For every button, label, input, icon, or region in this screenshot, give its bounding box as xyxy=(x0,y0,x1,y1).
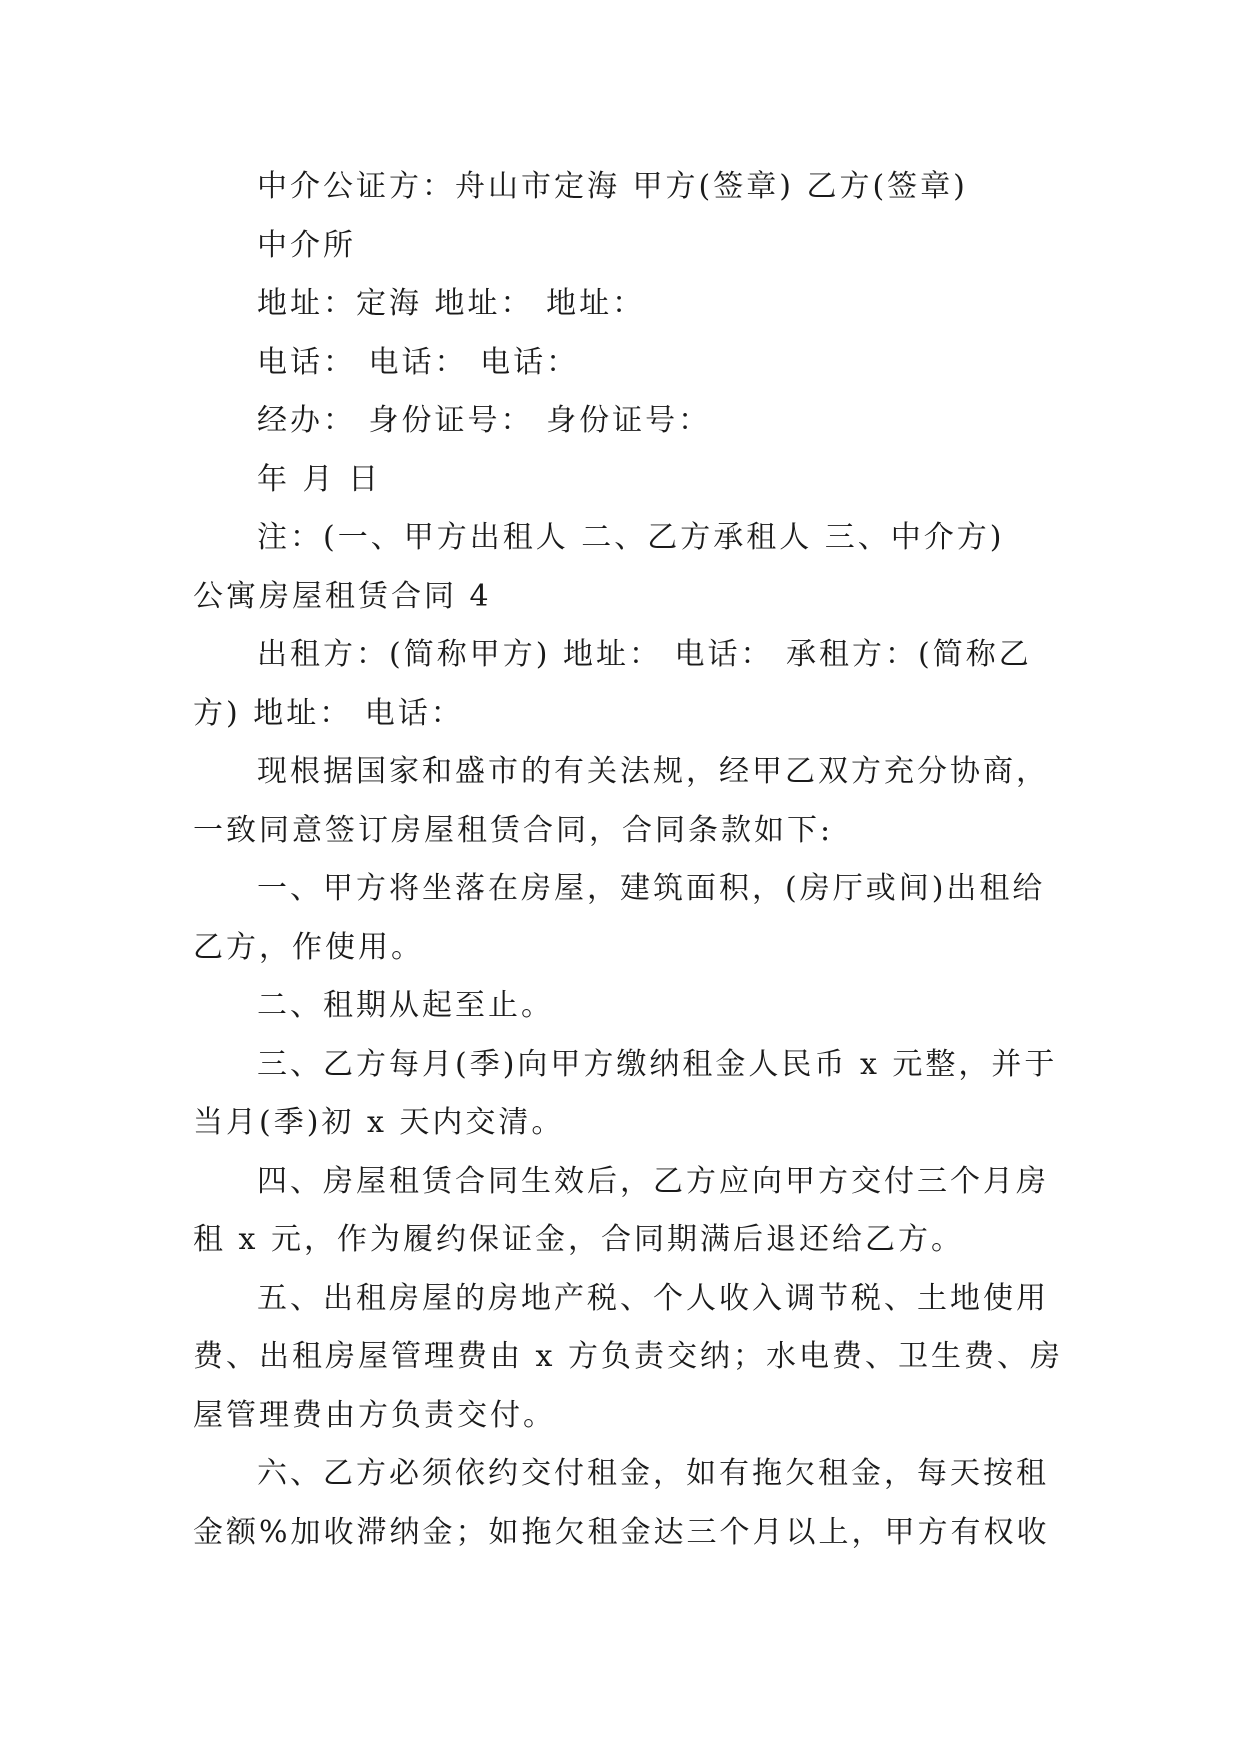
text-line: 现根据国家和盛市的有关法规，经甲乙双方充分协商， xyxy=(257,754,1049,789)
text-line: 经办： 身份证号： 身份证号： xyxy=(257,403,712,438)
text-line: 租 x 元，作为履约保证金，合同期满后退还给乙方。 xyxy=(193,1222,964,1257)
text-line: 一、甲方将坐落在房屋，建筑面积，(房厅或间)出租给 xyxy=(257,871,1046,906)
text-line: 六、乙方必须依约交付租金，如有拖欠租金，每天按租 xyxy=(257,1456,1049,1491)
text-line: 地址：定海 地址： 地址： xyxy=(257,286,646,321)
text-line: 乙方，作使用。 xyxy=(193,929,424,965)
text-line: 金额%加收滞纳金；如拖欠租金达三个月以上，甲方有权收 xyxy=(193,1514,1050,1550)
text-line: 中介公证方：舟山市定海 甲方(签章) 乙方(签章) xyxy=(257,169,968,204)
text-line: 出租方：(简称甲方) 地址： 电话： 承租方：(简称乙 xyxy=(257,637,1032,672)
text-line: 五、出租房屋的房地产税、个人收入调节税、土地使用 xyxy=(257,1280,1049,1316)
text-line: 当月(季)初 x 天内交清。 xyxy=(193,1105,565,1140)
text-line: 电话： 电话： 电话： xyxy=(257,344,580,380)
text-line: 费、出租房屋管理费由 x 方负责交纳；水电费、卫生费、房 xyxy=(193,1339,1063,1374)
text-line: 注：(一、甲方出租人 二、乙方承租人 三、中介方) xyxy=(257,520,1005,555)
text-line: 年 月 日 xyxy=(257,461,382,497)
text-line: 屋管理费由方负责交付。 xyxy=(193,1397,556,1433)
text-line: 四、房屋租赁合同生效后，乙方应向甲方交付三个月房 xyxy=(257,1163,1049,1199)
section-title: 公寓房屋租赁合同 4 xyxy=(193,578,492,614)
text-line: 中介所 xyxy=(257,227,356,263)
document-page xyxy=(193,158,1063,1562)
text-line: 一致同意签订房屋租赁合同，合同条款如下: xyxy=(193,812,834,848)
text-line: 二、租期从起至止。 xyxy=(257,988,554,1023)
text-line: 方) 地址： 电话： xyxy=(193,695,464,731)
text-line: 三、乙方每月(季)向甲方缴纳租金人民币 x 元整，并于 xyxy=(257,1046,1058,1082)
